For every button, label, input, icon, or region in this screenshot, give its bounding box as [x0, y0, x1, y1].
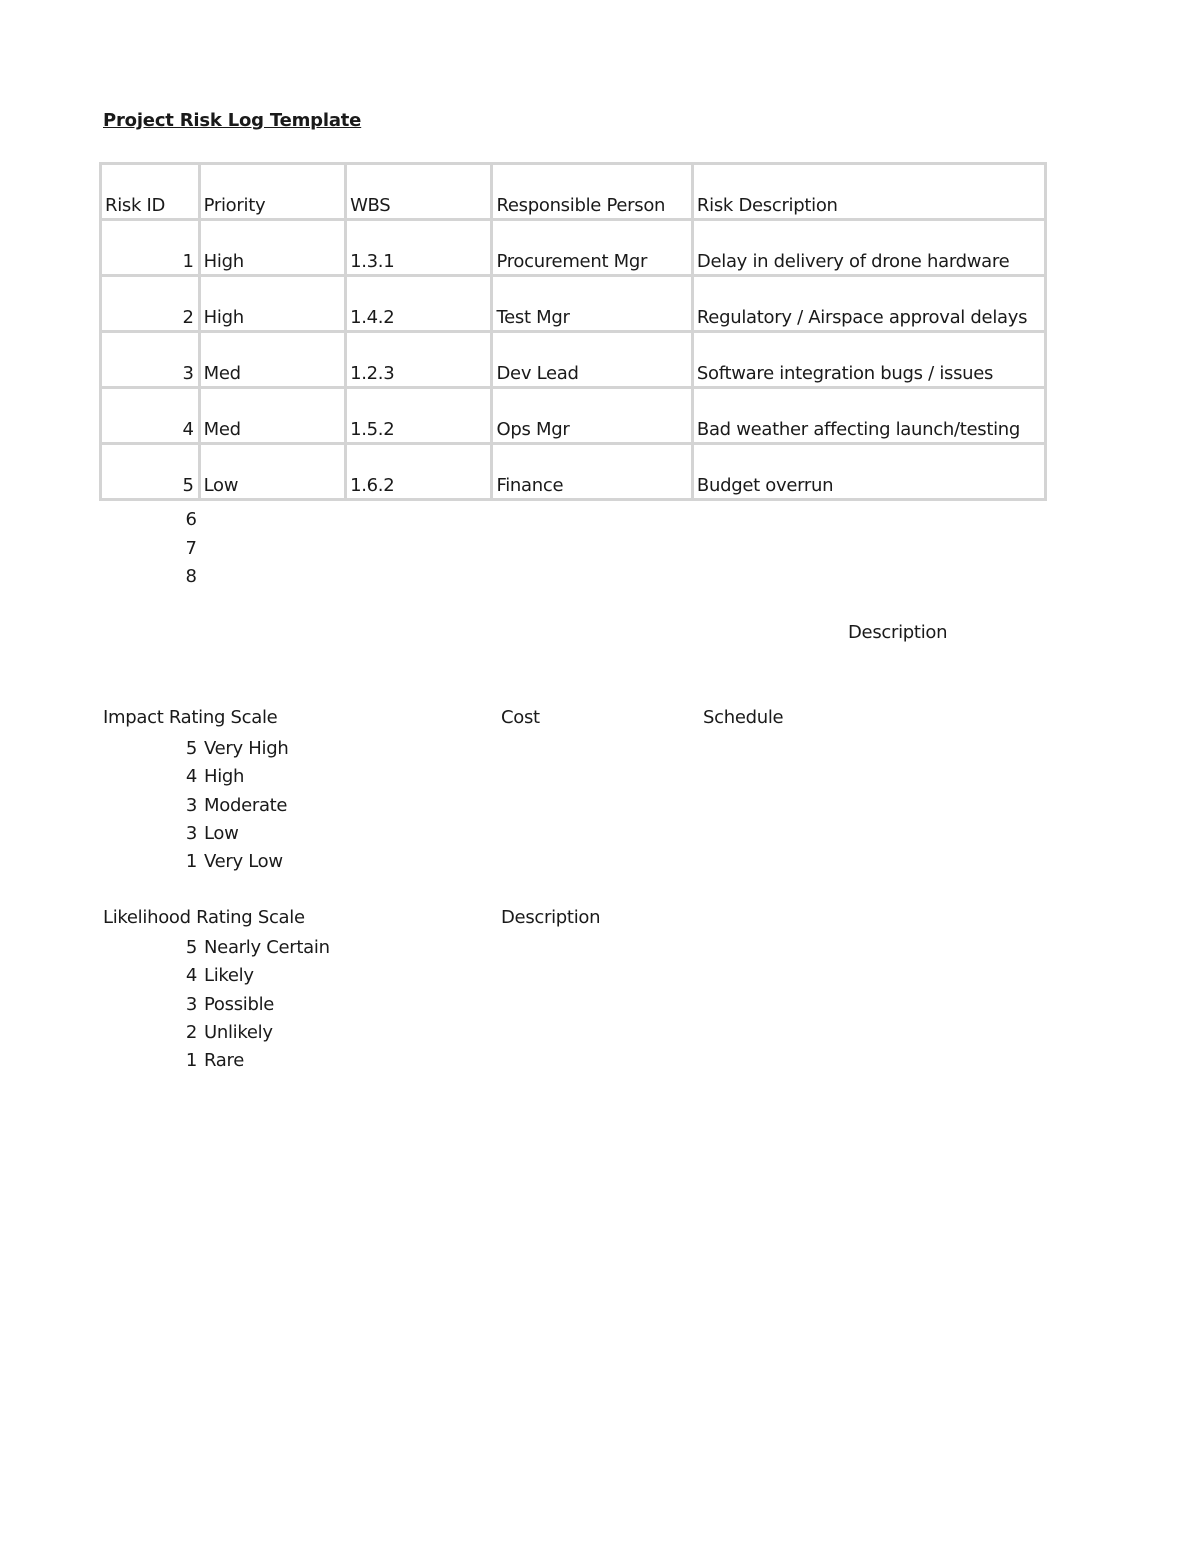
extra-risk-id: 8	[185, 566, 197, 587]
description-label: Description	[848, 622, 948, 643]
risk-id-cell: 1	[101, 220, 200, 276]
wbs-cell: 1.3.1	[346, 220, 492, 276]
impact-rating-number: 4	[185, 766, 197, 788]
responsible-person-cell: Procurement Mgr	[492, 220, 692, 276]
likelihood-rating-number: 5	[185, 937, 197, 958]
list-item	[103, 794, 288, 822]
responsible-person-cell: Dev Lead	[492, 332, 692, 388]
impact-rating-number: 3	[185, 794, 197, 816]
impact-rating-label: Moderate	[204, 794, 288, 816]
impact-rating-label: Low	[204, 822, 239, 844]
list-item	[103, 964, 330, 992]
table-header-row	[101, 164, 1046, 220]
list-item	[103, 1049, 330, 1077]
table-row	[101, 220, 1046, 276]
table-row	[101, 444, 1046, 500]
responsible-person-cell: Ops Mgr	[492, 388, 692, 444]
wbs-cell: 1.5.2	[346, 388, 492, 444]
list-item	[103, 1021, 330, 1049]
likelihood-rating-number: 3	[185, 993, 197, 1015]
responsible-person-cell: Test Mgr	[492, 276, 692, 332]
responsible-person-cell: Finance	[492, 444, 692, 500]
risk-id-cell: 3	[101, 332, 200, 388]
impact-rating-label: High	[204, 766, 245, 788]
wbs-cell: 1.6.2	[346, 444, 492, 500]
likelihood-rating-number: 2	[185, 1021, 197, 1043]
risk-id-cell: 2	[101, 276, 200, 332]
priority-cell: Low	[199, 444, 345, 500]
page-title: Project Risk Log Template	[103, 110, 362, 131]
table-row	[101, 332, 1046, 388]
header-priority: Priority	[199, 164, 345, 220]
extra-risk-ids	[103, 508, 197, 594]
wbs-cell: 1.4.2	[346, 276, 492, 332]
table-row	[101, 388, 1046, 444]
priority-cell: High	[199, 276, 345, 332]
header-wbs: WBS	[346, 164, 492, 220]
impact-scale-list	[103, 737, 288, 878]
likelihood-rating-label: Rare	[204, 1050, 245, 1072]
likelihood-scale-list	[103, 936, 330, 1077]
impact-rating-label: Very Low	[204, 851, 283, 873]
risk-log-table	[99, 162, 1047, 501]
priority-cell: Med	[199, 332, 345, 388]
risk-description-cell: Delay in delivery of drone hardware	[692, 220, 1045, 276]
impact-schedule-label: Schedule	[703, 707, 784, 728]
extra-risk-id: 7	[185, 537, 197, 559]
risk-id-cell: 4	[101, 388, 200, 444]
list-item	[103, 765, 288, 793]
header-risk-description: Risk Description	[692, 164, 1045, 220]
likelihood-rating-label: Nearly Certain	[204, 937, 330, 958]
table-row	[101, 276, 1046, 332]
priority-cell: High	[199, 220, 345, 276]
list-item	[103, 822, 288, 850]
list-item	[103, 936, 330, 964]
impact-cost-label: Cost	[501, 707, 540, 728]
priority-cell: Med	[199, 388, 345, 444]
list-item	[103, 737, 288, 765]
list-item	[103, 993, 330, 1021]
impact-rating-label: Very High	[204, 738, 289, 759]
likelihood-rating-label: Possible	[204, 993, 275, 1015]
risk-description-cell: Software integration bugs / issues	[692, 332, 1045, 388]
header-risk-id: Risk ID	[101, 164, 200, 220]
list-item	[103, 850, 288, 878]
risk-description-cell: Regulatory / Airspace approval delays	[692, 276, 1045, 332]
impact-rating-number: 1	[185, 851, 197, 873]
header-responsible-person: Responsible Person	[492, 164, 692, 220]
likelihood-scale-title: Likelihood Rating Scale	[103, 907, 305, 928]
likelihood-rating-label: Likely	[204, 965, 254, 987]
risk-description-cell: Budget overrun	[692, 444, 1045, 500]
risk-id-cell: 5	[101, 444, 200, 500]
wbs-cell: 1.2.3	[346, 332, 492, 388]
extra-risk-id: 6	[185, 509, 197, 530]
likelihood-description-label: Description	[501, 907, 601, 928]
likelihood-rating-number: 1	[185, 1050, 197, 1072]
impact-rating-number: 3	[185, 822, 197, 844]
risk-description-cell: Bad weather affecting launch/testing	[692, 388, 1045, 444]
likelihood-rating-number: 4	[185, 965, 197, 987]
impact-scale-title: Impact Rating Scale	[103, 707, 278, 728]
likelihood-rating-label: Unlikely	[204, 1021, 273, 1043]
impact-rating-number: 5	[185, 738, 197, 759]
